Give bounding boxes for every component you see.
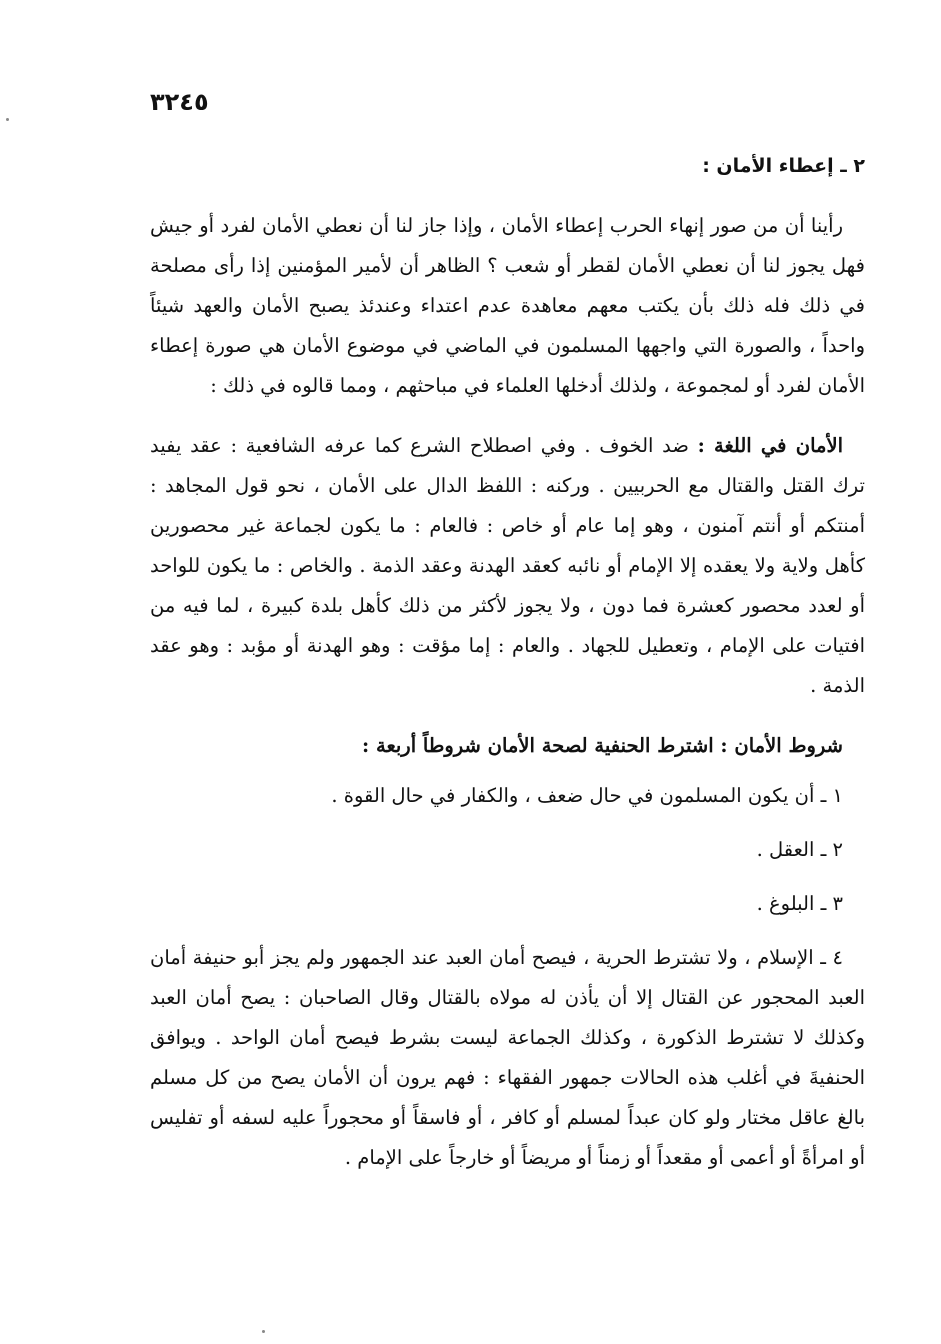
conditions-heading: شروط الأمان : اشترط الحنفية لصحة الأمان شروطاً أربعة : (362, 734, 843, 757)
section-heading: ٢ ـ إعطاء الأمان : (702, 155, 865, 177)
condition-four-paragraph: ٤ ـ الإسلام ، ولا تشترط الحرية ، فيصح أمان العبد عند الجمهور ولم يجز أبو حنيفة أمان العبد المحجور عن القتال إلا أن يأذن له مولاه بالقتال وقال الصاحبان : يصح أمان العبد وكذلك لا تشترط الذكورة ، وكذلك الجماعة ليست بشرط فيصح أمان الواحد . ويوافق الحنفيةَ في أغلب هذه الحالات جمهور الفقهاء : فهم يرون أن الأمان يصح من كل مسلم بالغ عاقل مختار ولو كان عبداً لمسلم أو كافر ، أو فاسقاً أو محجوراً عليه لسفه أو تفليس أو امرأةً أو أعمى أو مقعداً أو زمناً أو مريضاً أو خارجاً على الإمام . (150, 946, 865, 1169)
definition-lead: الأمان في اللغة : (697, 434, 843, 457)
definition-text: ضد الخوف . وفي اصطلاح الشرع كما عرفه الشافعية : عقد يفيد ترك القتل والقتال مع الحربيين . وركنه : اللفظ الدال على الأمان ، نحو قول المجاهد : أمنتكم أو أنتم آمنون ، وهو إما عام أو خاص : فالعام : ما يكون لجماعة غير محصورين كأهل ولاية ولا يعقده إلا الإمام أو نائبه كعقد الهدنة وعقد الذمة . والخاص : ما يكون للواحد أو لعدد محصور كعشرة فما دون ، ولا يجوز لأكثر من ذلك كأهل بلدة كبيرة ، لما فيه من افتيات على الإمام ، وتعطيل للجهاد . والعام : إما مؤقت : وهو الهدنة أو مؤبد : وهو عقد الذمة . (150, 434, 865, 697)
condition-item: ١ ـ أن يكون المسلمون في حال ضعف ، والكفار في حال القوة . (331, 784, 843, 807)
condition-item: ٣ ـ البلوغ . (756, 892, 843, 915)
scan-speck (262, 1330, 265, 1333)
definition-paragraph (150, 426, 865, 706)
condition-item: ٢ ـ العقل . (756, 838, 843, 861)
intro-paragraph: رأينا أن من صور إنهاء الحرب إعطاء الأمان ، وإذا جاز لنا أن نعطي الأمان لفرد أو جيش فهل يجوز لنا أن نعطي الأمان لقطر أو شعب ؟ الظاهر أن لأمير المؤمنين إذا رأى مصلحة في ذلك فله ذلك بأن يكتب معهم معاهدة عدم اعتداء وعندئذ يصبح الأمان والعهد شيئاً واحداً ، والصورة التي واجهها المسلمون في الماضي في موضوع الأمان هي صورة إعطاء الأمان لفرد أو لمجموعة ، ولذلك أدخلها العلماء في مباحثهم ، ومما قالوه في ذلك : (150, 214, 865, 397)
scan-speck (6, 118, 9, 121)
page-number: ٣٢٤٥ (150, 88, 209, 116)
page-body (150, 146, 865, 1198)
